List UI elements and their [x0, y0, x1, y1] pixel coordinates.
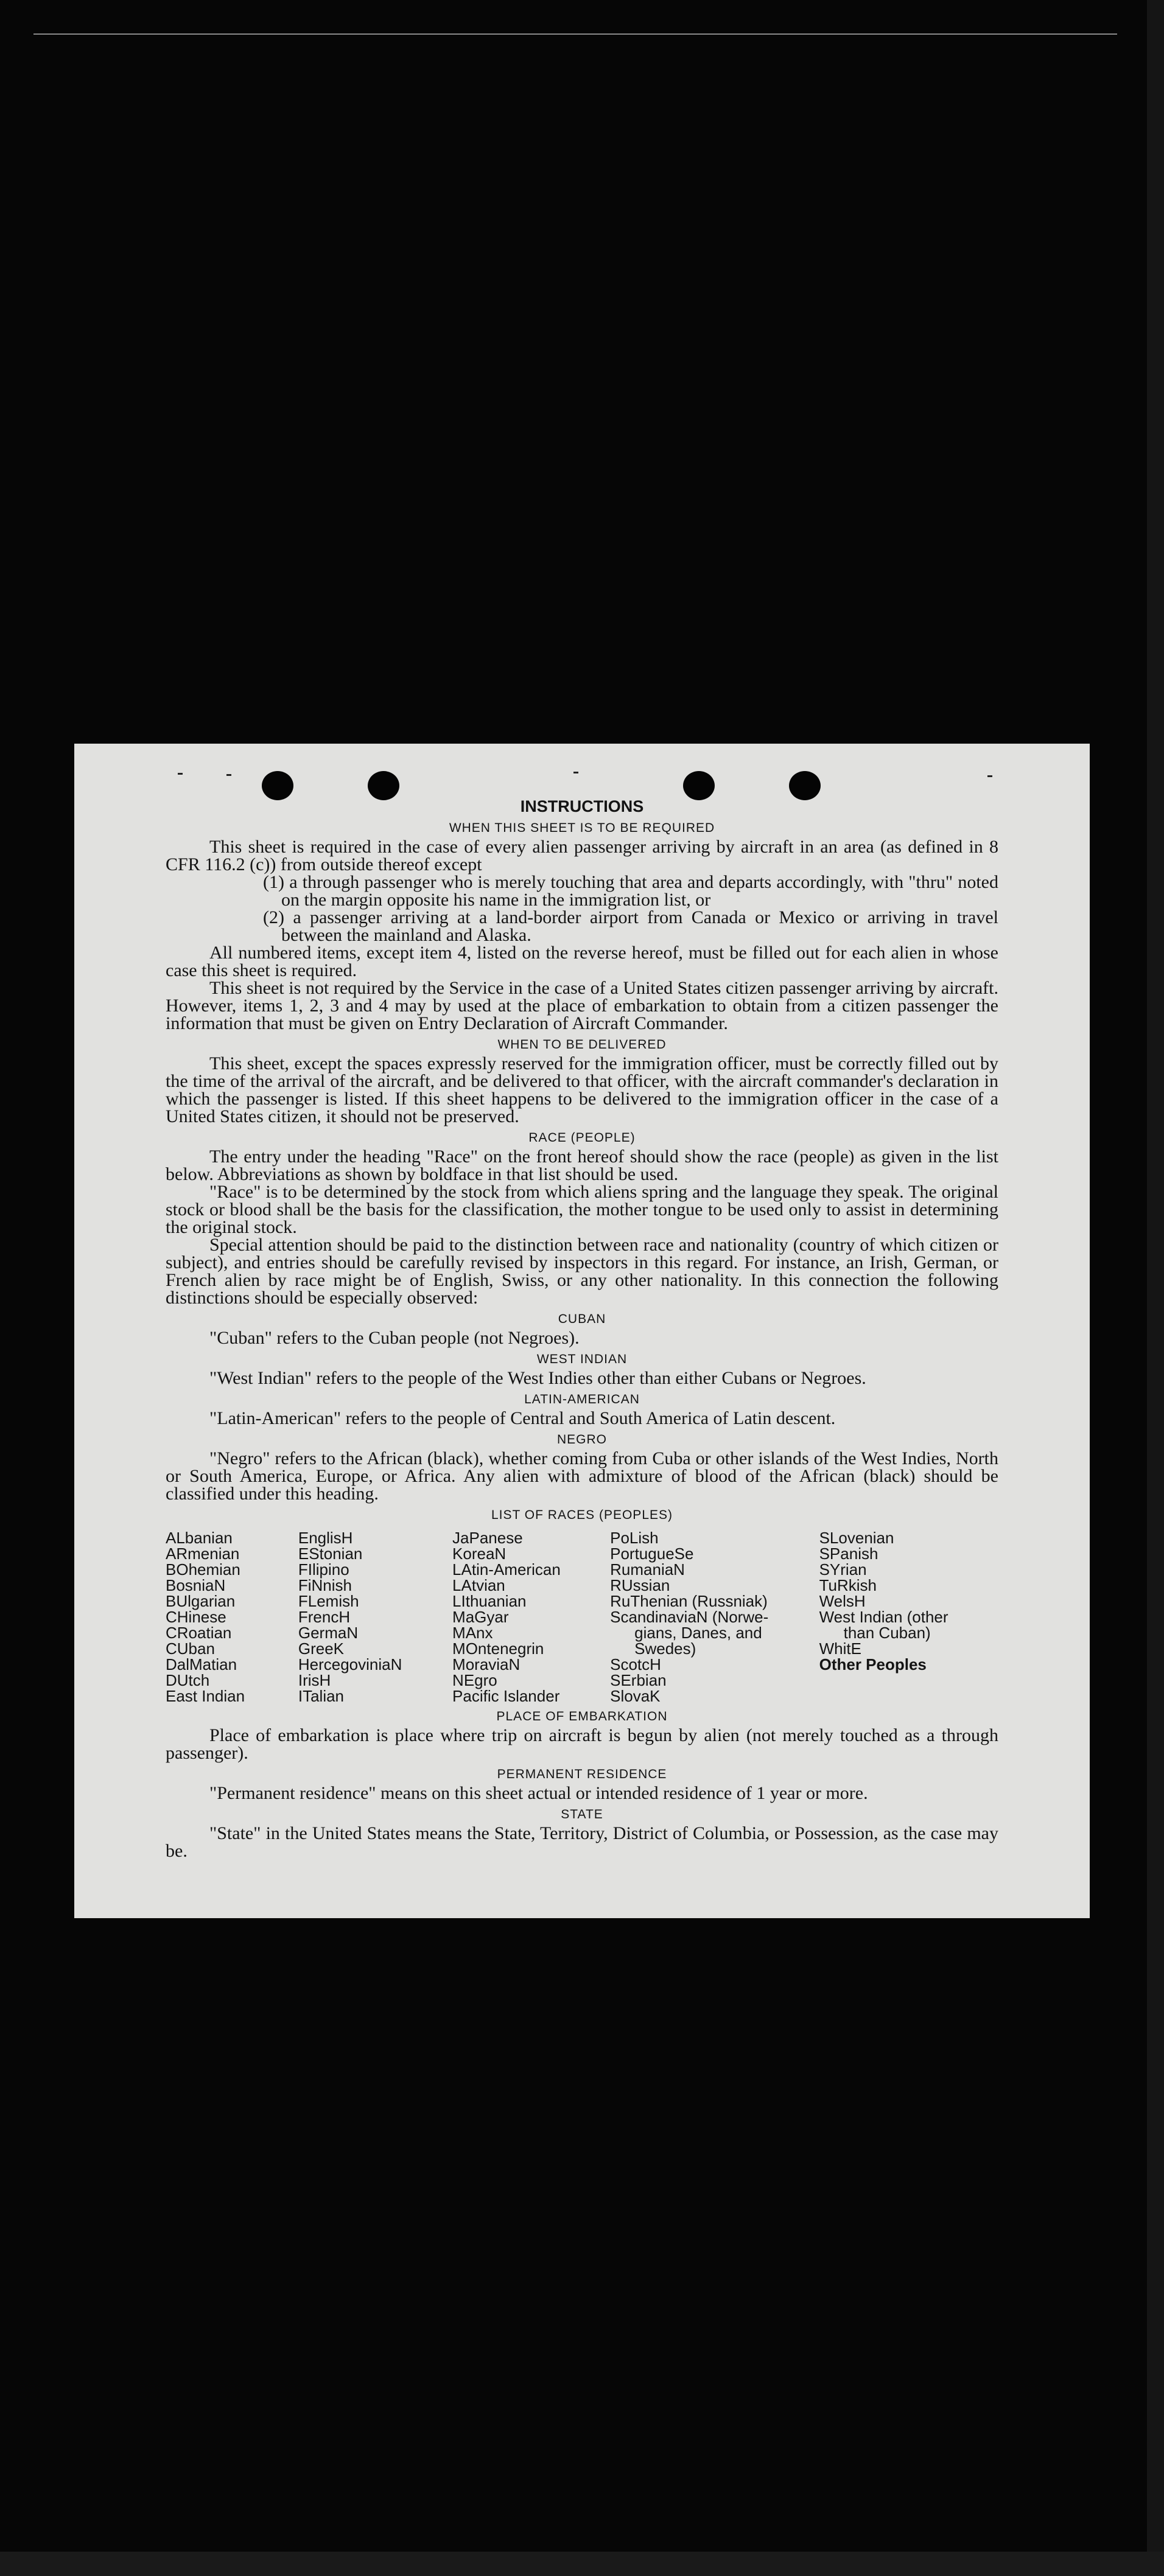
numbered-items-paragraph: All numbered items, except item 4, listed on the reverse hereof, must be filled out for each alien in whose case this sheet is required. [166, 943, 998, 980]
citizen-paragraph: This sheet is not required by the Service in the case of a United States citizen passenger arriving by aircraft. However, items 1, 2, 3 and 4 may by used at the place of embarkation to obtain from a citizen passenger the information that must be given on Entry Declaration of Aircraft Commander. [166, 978, 998, 1033]
race-entry: PoLish [610, 1529, 659, 1547]
punch-hole-icon [368, 771, 399, 800]
race-entry: West Indian (other [819, 1608, 948, 1626]
race-entry: BOhemian [166, 1560, 240, 1579]
race-entry: ScotcH [610, 1655, 661, 1674]
race-paragraph-3: Special attention should be paid to the distinction between race and nationality (country of which citizen or subject), and entries should be carefully revised by inspectors in this regard. For instance, an Irish, German, or French alien by race might be of English, Swiss, or any other nationality. In this connection the following distinctions should be especially observed: [166, 1235, 998, 1308]
race-entry: ALbanian [166, 1529, 233, 1547]
race-entry: ARmenian [166, 1545, 240, 1563]
section-heading-west-indian: WEST INDIAN [536, 1352, 628, 1366]
race-entry: GreeK [298, 1639, 345, 1658]
embarkation-heading: PLACE OF EMBARKATION [496, 1709, 668, 1723]
race-entry: HercegoviniaN [298, 1655, 402, 1674]
state-paragraph: "State" in the United States means the State, Territory, District of Columbia, or Possession, as the case may be. [166, 1823, 998, 1861]
latin-american-paragraph: "Latin-American" refers to the people of Central and South America of Latin descent. [209, 1408, 836, 1428]
race-entry: SLovenian [819, 1529, 894, 1547]
race-entry: East Indian [166, 1687, 245, 1705]
race-entry: FrencH [298, 1608, 351, 1626]
speck [226, 774, 231, 776]
exception-item-1: (1) a through passenger who is merely touching that area and departs accordingly, with "thru" noted on the margin opposite his name in the immigration list, or [263, 872, 998, 910]
speck [987, 775, 992, 777]
races-heading: LIST OF RACES (PEOPLES) [491, 1508, 673, 1522]
film-edge-right [1147, 0, 1164, 2576]
punch-hole-icon [262, 771, 293, 800]
section-heading-race: RACE (PEOPLE) [528, 1131, 636, 1145]
race-column-4 [610, 1530, 819, 1704]
race-paragraph-2: "Race" is to be determined by the stock from which aliens spring and the language they speak. The original stock or blood shall be the basis for the classification, the mother tongue to be used only to assist in determining the original stock. [166, 1182, 998, 1237]
race-entry: GermaN [298, 1624, 359, 1642]
race-entry: BosniaN [166, 1576, 226, 1594]
race-entry: MAnx [452, 1624, 493, 1642]
race-entry: DUtch [166, 1671, 210, 1689]
race-entry: EnglisH [298, 1529, 353, 1547]
race-entry: LAtvian [452, 1576, 505, 1594]
race-entry: than Cuban) [843, 1624, 931, 1642]
race-entry: WhitE [819, 1639, 861, 1658]
section-heading-latin-american: LATIN-AMERICAN [524, 1392, 640, 1406]
race-entry: EStonian [298, 1545, 363, 1563]
race-column-3 [452, 1530, 610, 1704]
film-edge-bottom [0, 2552, 1164, 2576]
race-entry: RuThenian (Russniak) [610, 1592, 768, 1610]
race-entry: RUssian [610, 1576, 670, 1594]
race-entry: ITalian [298, 1687, 345, 1705]
race-column-2 [298, 1530, 452, 1704]
race-entry: TuRkish [819, 1576, 877, 1594]
race-entry: SlovaK [610, 1687, 661, 1705]
negro-paragraph: "Negro" refers to the African (black), whether coming from Cuba or other islands of the West Indies, North or South America, Europe, or Africa. Any alien with admixture of blood of the African (black) should be classified under this heading. [166, 1448, 998, 1504]
race-entry: BUlgarian [166, 1592, 236, 1610]
page-title: INSTRUCTIONS [520, 797, 644, 815]
race-entry: IrisH [298, 1671, 331, 1689]
residence-paragraph: "Permanent residence" means on this sheet actual or intended residence of 1 year or more. [209, 1783, 868, 1803]
section-heading-delivered: WHEN TO BE DELIVERED [497, 1038, 667, 1052]
race-entry: CHinese [166, 1608, 226, 1626]
instruction-sheet [74, 744, 1090, 1918]
race-entry: NEgro [452, 1671, 497, 1689]
race-entry: FLemish [298, 1592, 359, 1610]
residence-heading: PERMANENT RESIDENCE [497, 1767, 667, 1781]
race-entry: Other Peoples [819, 1655, 927, 1674]
state-heading: STATE [561, 1807, 603, 1821]
race-entry: ScandinaviaN (Norwe- [610, 1608, 769, 1626]
race-entry: WelsH [819, 1592, 866, 1610]
race-entry: LAtin-American [452, 1560, 561, 1579]
exception-item-2: (2) a passenger arriving at a land-border airport from Canada or Mexico or arriving in travel between the mainland and Alaska. [263, 907, 998, 945]
race-column-5 [819, 1530, 998, 1704]
race-paragraph-1: The entry under the heading "Race" on the front hereof should show the race (people) as given in the list below. Abbreviations as shown by boldface in that list should be used. [166, 1147, 998, 1184]
cuban-paragraph: "Cuban" refers to the Cuban people (not Negroes). [209, 1328, 580, 1348]
race-entry: MaGyar [452, 1608, 509, 1626]
delivered-paragraph: This sheet, except the spaces expressly reserved for the immigration officer, must be correctly filled out by the time of the arrival of the aircraft, and be delivered to that officer, with the aircraft commander's declaration in which the passenger is listed. If this sheet happens to be delivered to the immigration officer in the case of a United States citizen, it should not be preserved. [166, 1053, 998, 1126]
race-entry: MoraviaN [452, 1655, 521, 1674]
race-entry: Swedes) [634, 1639, 696, 1658]
speck [573, 772, 578, 773]
race-entry: MOntenegrin [452, 1639, 544, 1658]
race-entry: KoreaN [452, 1545, 507, 1563]
race-entry: FIlipino [298, 1560, 349, 1579]
embarkation-paragraph: Place of embarkation is place where trip on aircraft is begun by alien (not merely touched as a through passenger). [166, 1725, 998, 1763]
race-entry: LIthuanian [452, 1592, 527, 1610]
section-heading-cuban: CUBAN [558, 1312, 606, 1326]
race-entry: SErbian [610, 1671, 667, 1689]
race-entry: CRoatian [166, 1624, 232, 1642]
race-entry: gians, Danes, and [634, 1624, 762, 1642]
race-entry: PortugueSe [610, 1545, 694, 1563]
race-entry: DalMatian [166, 1655, 237, 1674]
race-entry: FiNnish [298, 1576, 352, 1594]
film-scratch-line [33, 33, 1117, 35]
race-entry: CUban [166, 1639, 215, 1658]
race-entry: RumaniaN [610, 1560, 685, 1579]
race-entry: JaPanese [452, 1529, 523, 1547]
required-paragraph: This sheet is required in the case of every alien passenger arriving by aircraft in an area (as defined in 8 CFR 116.2 (c)) from outside thereof except [166, 837, 998, 874]
race-column-1 [166, 1530, 298, 1704]
section-heading-negro: NEGRO [556, 1433, 607, 1447]
race-list [166, 1530, 998, 1704]
punch-hole-icon [683, 771, 715, 800]
punch-hole-icon [789, 771, 821, 800]
race-entry: SPanish [819, 1545, 878, 1563]
west-indian-paragraph: "West Indian" refers to the people of the West Indies other than either Cubans or Negroes. [209, 1368, 866, 1388]
race-entry: Pacific Islander [452, 1687, 560, 1705]
section-heading-required: WHEN THIS SHEET IS TO BE REQUIRED [449, 821, 715, 835]
race-entry: SYrian [819, 1560, 867, 1579]
speck [178, 773, 183, 775]
